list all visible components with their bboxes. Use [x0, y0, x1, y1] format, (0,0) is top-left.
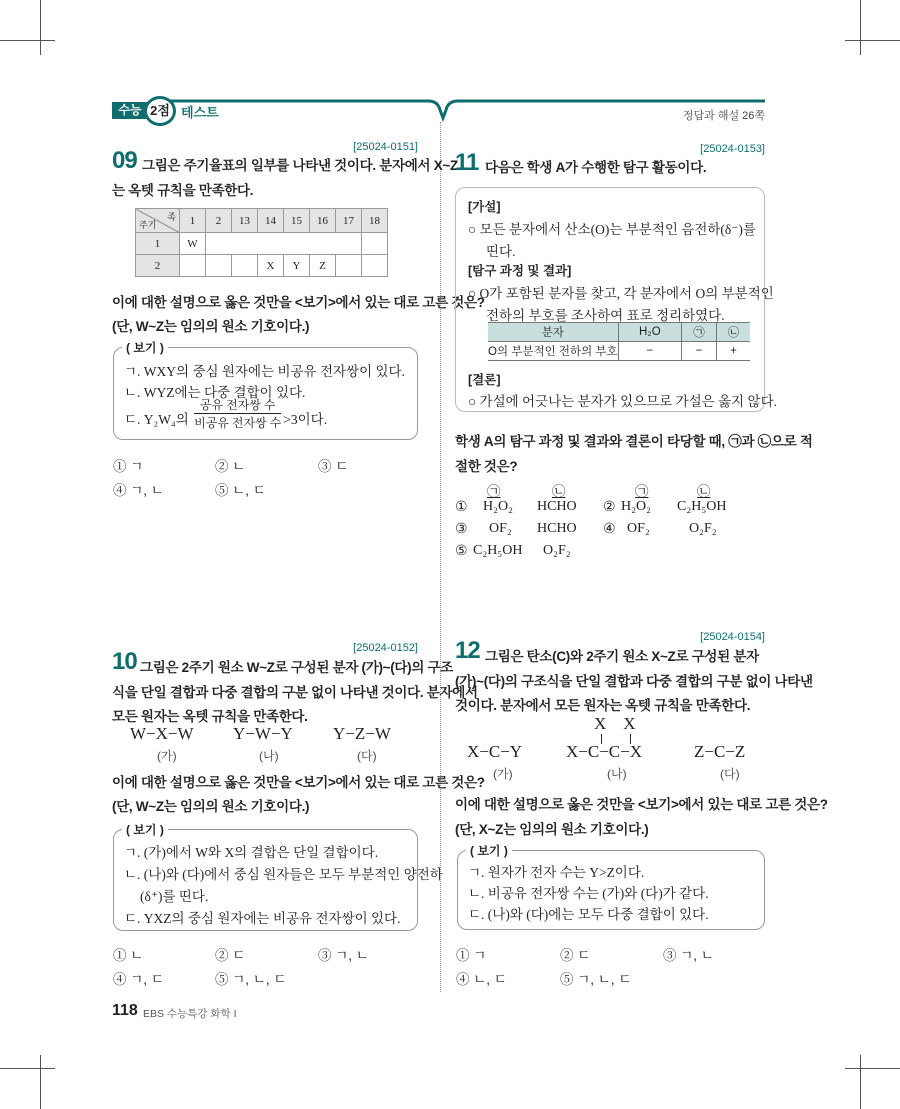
table-cell: − — [682, 342, 717, 361]
structure-formula: Y−W−Y — [233, 724, 293, 743]
question-number: 09 — [112, 147, 137, 174]
question-prompt: (단, X~Z는 임의의 원소 기호이다.) — [455, 822, 649, 837]
structure-formula: Y−Z−W — [333, 724, 391, 743]
question-text: 그림은 탄소(C)와 2주기 원소 X~Z로 구성된 분자 — [485, 649, 759, 664]
answer-option[interactable]: ⑤ C₂H₅OH O₂F₂ — [455, 543, 571, 559]
element-cell — [336, 255, 362, 277]
corner-group: 족 — [167, 212, 176, 222]
crop-mark — [40, 1055, 41, 1109]
structure-label: (가) — [157, 749, 177, 763]
answer-option[interactable]: ① ㄱ — [456, 948, 487, 963]
bogi-label: ( 보기 ) — [122, 339, 168, 356]
column-head: ㉠ — [487, 484, 501, 499]
answer-option[interactable]: ① H₂O₂ HCHO — [455, 499, 577, 515]
structure-label: (나) — [607, 767, 627, 781]
structure-formula: X−C−C−X — [566, 742, 642, 761]
structure-label: (다) — [720, 767, 740, 781]
period-header: 2 — [136, 255, 180, 277]
group-header: 2 — [206, 209, 232, 233]
bogi-item: ㄷ. YXZ의 중심 원자에는 비공유 전자쌍이 있다. — [124, 911, 401, 926]
book-title: EBS 수능특강 화학 I — [143, 1008, 237, 1020]
answer-option[interactable]: ③ ㄱ, ㄴ — [318, 948, 369, 963]
question-text: 는 옥텟 규칙을 만족한다. — [112, 183, 254, 198]
structure-label: (다) — [357, 749, 377, 763]
element-cell: Y — [284, 255, 310, 277]
element-cell — [232, 255, 258, 277]
question-text: 그림은 2주기 원소 W~Z로 구성된 분자 (가)~(다)의 구조 — [140, 660, 454, 675]
process-text: ○ O가 포함된 분자를 찾고, 각 분자에서 O의 부분적인 — [468, 286, 774, 301]
element-cell — [180, 255, 206, 277]
crop-mark — [0, 40, 55, 41]
question-text: 그림은 주기율표의 일부를 나타낸 것이다. 분자에서 X~Z — [142, 158, 458, 173]
question-text: 것이다. 분자에서 모든 원자는 옥텟 규칙을 만족한다. — [455, 698, 751, 713]
bogi-box — [113, 341, 418, 440]
element-cell: X — [258, 255, 284, 277]
column-head: ㉡ — [697, 484, 711, 499]
corner-period: 주기 — [139, 220, 157, 230]
period-header: 1 — [136, 233, 180, 255]
group-header: 13 — [232, 209, 258, 233]
answer-option[interactable]: ⑤ ㄱ, ㄴ, ㄷ — [560, 972, 632, 987]
bogi-label: ( 보기 ) — [466, 842, 512, 859]
answer-option[interactable]: ② ㄴ — [215, 459, 246, 474]
group-header: 15 — [284, 209, 310, 233]
structure-formula: Z−C−Z — [694, 742, 746, 761]
element-cell: Z — [310, 255, 336, 277]
bogi-item: ㄱ. WXY의 중심 원자에는 비공유 전자쌍이 있다. — [124, 364, 405, 379]
group-header: 16 — [310, 209, 336, 233]
answer-option[interactable]: ④ ㄴ, ㄷ — [456, 972, 507, 987]
structure-formula: W−X−W — [130, 724, 194, 743]
bogi-item: ㄴ. WYZ에는 다중 결합이 있다. — [124, 385, 306, 400]
header-title: 테스트 — [181, 105, 219, 120]
table-header: ㉡ — [716, 323, 750, 342]
question-text: (가)~(다)의 구조식을 단일 결합과 다중 결합의 구분 없이 나타낸 — [455, 674, 813, 689]
crop-mark — [860, 1055, 861, 1109]
table-cell: + — [716, 342, 750, 361]
table-header: H₂O — [618, 323, 681, 342]
crop-mark — [40, 0, 41, 55]
answer-option[interactable]: ③ ㄷ — [318, 459, 349, 474]
structure-formula: X−C−Y — [467, 742, 523, 761]
answer-option[interactable]: ② H₂O₂ C₂H₅OH — [603, 499, 727, 515]
crop-mark — [845, 1068, 900, 1069]
group-header: 18 — [362, 209, 388, 233]
hypothesis-text: ○ 모든 분자에서 산소(O)는 부분적인 음전하(δ⁻)를 — [468, 222, 756, 237]
group-header: 14 — [258, 209, 284, 233]
question-code: [25024-0151] — [353, 141, 418, 153]
question-prompt: 절한 것은? — [455, 459, 518, 474]
answer-reference: 정답과 해설 26쪽 — [682, 110, 765, 122]
column-head: ㉠ — [635, 484, 649, 499]
process-text: 전하의 부호를 조사하여 표로 정리하였다. — [486, 308, 725, 323]
header-tag: 수능 — [112, 102, 148, 119]
process-heading: [탐구 과정 및 결과] — [468, 264, 572, 278]
answer-option[interactable]: ② ㄷ — [215, 948, 246, 963]
bogi-item: ㄱ. 원자가 전자 수는 Y>Z이다. — [468, 865, 645, 880]
conclusion-heading: [결론] — [468, 373, 501, 387]
conclusion-text: ○ 가설에 어긋나는 분자가 있으므로 가설은 옳지 않다. — [468, 394, 778, 409]
question-number: 10 — [112, 648, 137, 675]
periodic-table — [135, 208, 388, 277]
page-number: 118 — [112, 1002, 138, 1019]
bogi-item: (δ⁺)를 띤다. — [140, 889, 209, 904]
question-number: 11 — [455, 149, 479, 176]
group-header: 1 — [180, 209, 206, 233]
bogi-box — [457, 844, 765, 930]
answer-option[interactable]: ② ㄷ — [560, 948, 591, 963]
question-code: [25024-0154] — [700, 631, 765, 643]
question-prompt: (단, W~Z는 임의의 원소 기호이다.) — [112, 799, 310, 814]
answer-option[interactable]: ⑤ ㄱ, ㄴ, ㄷ — [215, 972, 287, 987]
bogi-item: ㄷ. Y₂W₄의 공유 전자쌍 수 비공유 전자쌍 수 >3이다. — [124, 398, 328, 431]
answer-option[interactable]: ① ㄱ — [113, 459, 144, 474]
answer-option[interactable]: ④ OF₂ O₂F₂ — [603, 521, 717, 537]
crop-mark — [845, 40, 900, 41]
question-prompt: 이에 대한 설명으로 옳은 것만을 <보기>에서 있는 대로 고른 것은? — [455, 797, 828, 812]
element-cell — [206, 255, 232, 277]
inquiry-box — [455, 187, 778, 412]
bogi-item: ㄷ. (나)와 (다)에는 모두 다중 결합이 있다. — [468, 907, 709, 922]
bogi-label: ( 보기 ) — [122, 821, 168, 838]
structure-top-atoms: X X — [594, 714, 636, 733]
structure-label: (나) — [259, 749, 279, 763]
hypothesis-heading: [가설] — [468, 200, 501, 214]
crop-mark — [0, 1068, 55, 1069]
question-prompt: 이에 대한 설명으로 옳은 것만을 <보기>에서 있는 대로 고른 것은? — [112, 295, 485, 310]
answer-option[interactable]: ① ㄴ — [113, 948, 144, 963]
bogi-item: ㄴ. (나)와 (다)에서 중심 원자들은 모두 부분적인 양전하 — [124, 867, 443, 882]
bogi-item: ㄱ. (가)에서 W와 X의 결합은 단일 결합이다. — [124, 845, 379, 860]
results-table — [488, 322, 750, 361]
bogi-item: ㄴ. 비공유 전자쌍 수는 (가)와 (다)가 같다. — [468, 886, 709, 901]
empty-cell — [206, 233, 362, 255]
table-cell: O의 부분적인 전하의 부호 — [488, 342, 618, 361]
answer-option[interactable]: ④ ㄱ, ㄴ — [113, 483, 164, 498]
hypothesis-text: 띤다. — [486, 244, 516, 259]
question-number: 12 — [455, 637, 480, 664]
crop-mark — [860, 0, 861, 55]
question-prompt: (단, W~Z는 임의의 원소 기호이다.) — [112, 319, 310, 334]
element-cell — [362, 255, 388, 277]
answer-option[interactable]: ③ ㄱ, ㄴ — [663, 948, 714, 963]
answer-option[interactable]: ③ OF₂ HCHO — [455, 521, 577, 537]
table-header: ㉠ — [682, 323, 717, 342]
question-code: [25024-0153] — [700, 143, 765, 155]
question-prompt: 학생 A의 탐구 과정 및 결과와 결론이 타당할 때, ㉠과 ㉡으로 적 — [455, 434, 813, 449]
question-text: 다음은 학생 A가 수행한 탐구 활동이다. — [485, 160, 707, 175]
answer-option[interactable]: ⑤ ㄴ, ㄷ — [215, 483, 266, 498]
question-code: [25024-0152] — [353, 642, 418, 654]
column-head: ㉡ — [552, 484, 566, 499]
bogi-box — [113, 823, 443, 931]
question-text: 식을 단일 결합과 다중 결합의 구분 없이 나타낸 것이다. 분자에서 — [112, 685, 478, 700]
structure-label: (가) — [493, 767, 513, 781]
table-cell: − — [618, 342, 681, 361]
element-cell: W — [180, 233, 206, 255]
answer-option[interactable]: ④ ㄱ, ㄷ — [113, 972, 164, 987]
column-divider — [440, 122, 441, 992]
element-cell — [362, 233, 388, 255]
question-text: 모든 원자는 옥텟 규칙을 만족한다. — [112, 709, 308, 724]
table-header: 분자 — [488, 323, 618, 342]
group-header: 17 — [336, 209, 362, 233]
question-prompt: 이에 대한 설명으로 옳은 것만을 <보기>에서 있는 대로 고른 것은? — [112, 775, 485, 790]
header-points-badge: 2점 — [144, 96, 176, 126]
